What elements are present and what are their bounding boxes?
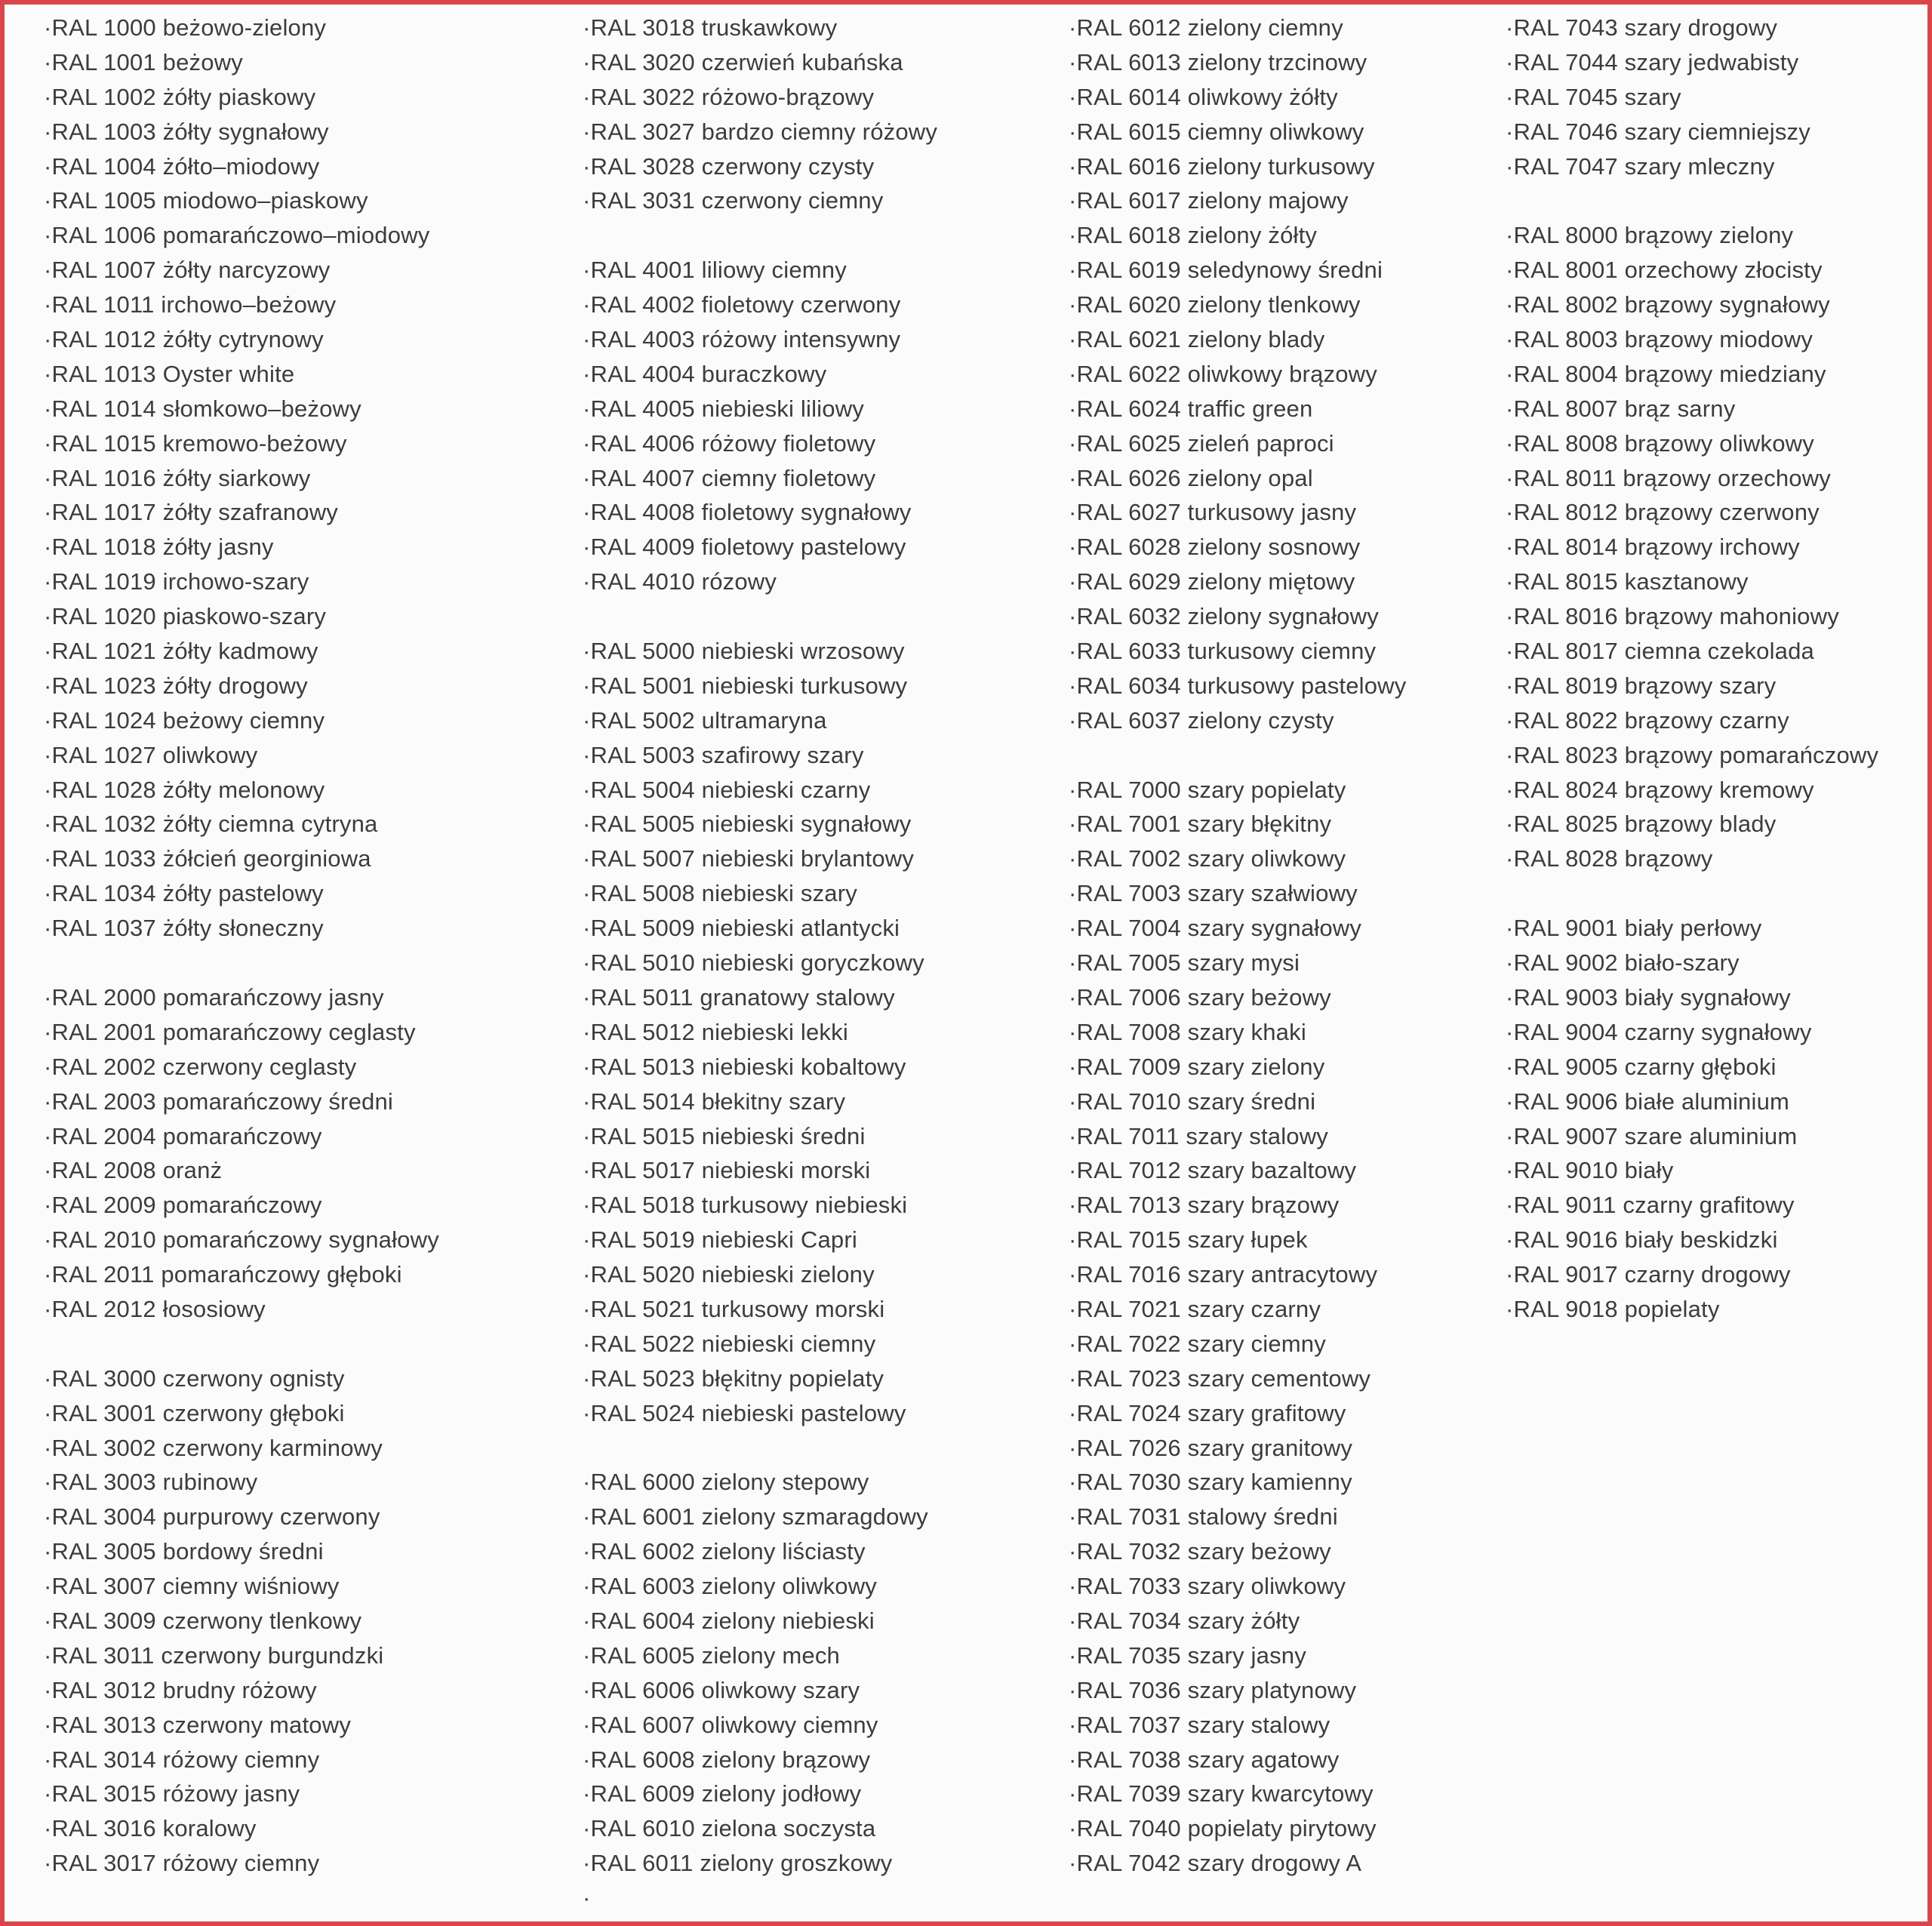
ral-color-item: ·RAL 6012 zielony ciemny bbox=[1069, 14, 1343, 41]
ral-color-item: ·RAL 8011 brązowy orzechowy bbox=[1506, 464, 1831, 491]
ral-color-item: ·RAL 4001 liliowy ciemny bbox=[583, 257, 847, 284]
ral-color-item: ·RAL 5013 niebieski kobaltowy bbox=[583, 1053, 906, 1080]
ral-color-item: ·RAL 2011 pomarańczowy głęboki bbox=[44, 1261, 402, 1288]
ral-color-item: ·RAL 7006 szary beżowy bbox=[1069, 983, 1331, 1011]
ral-color-item: ·RAL 7031 stalowy średni bbox=[1069, 1503, 1338, 1531]
ral-color-item: ·RAL 1014 słomkowo–beżowy bbox=[44, 395, 361, 422]
ral-color-item: ·RAL 5022 niebieski ciemny bbox=[583, 1330, 876, 1357]
ral-color-item: ·RAL 7047 szary mleczny bbox=[1506, 152, 1775, 180]
ral-color-item: ·RAL 1006 pomarańczowo–miodowy bbox=[44, 222, 430, 249]
ral-color-item: ·RAL 5004 niebieski czarny bbox=[583, 776, 871, 803]
ral-color-item: ·RAL 6026 zielony opal bbox=[1069, 464, 1313, 491]
ral-color-item: ·RAL 3002 czerwony karminowy bbox=[44, 1434, 383, 1461]
ral-color-item: ·RAL 9018 popielaty bbox=[1506, 1295, 1720, 1322]
ral-color-item: ·RAL 9006 białe aluminium bbox=[1506, 1088, 1790, 1115]
ral-color-item: ·RAL 3011 czerwony burgundzki bbox=[44, 1641, 384, 1669]
ral-color-item: ·RAL 5007 niebieski brylantowy bbox=[583, 845, 915, 872]
ral-color-item: ·RAL 7040 popielaty pirytowy bbox=[1069, 1815, 1377, 1842]
ral-color-item: ·RAL 8028 brązowy bbox=[1506, 845, 1713, 872]
ral-color-item: ·RAL 2009 pomarańczowy bbox=[44, 1192, 322, 1219]
ral-color-item: ·RAL 4002 fioletowy czerwony bbox=[583, 291, 901, 318]
ral-color-item: ·RAL 2004 pomarańczowy bbox=[44, 1122, 322, 1149]
ral-color-item: ·RAL 6009 zielony jodłowy bbox=[583, 1780, 862, 1808]
ral-color-item: ·RAL 4005 niebieski liliowy bbox=[583, 395, 864, 422]
ral-color-item: ·RAL 1033 żółcień georginiowa bbox=[44, 845, 371, 872]
ral-color-item: ·RAL 8008 brązowy oliwkowy bbox=[1506, 429, 1814, 457]
ral-color-item: ·RAL 6025 zieleń paproci bbox=[1069, 429, 1334, 457]
ral-color-item: ·RAL 6024 traffic green bbox=[1069, 395, 1313, 422]
ral-color-item: ·RAL 7005 szary mysi bbox=[1069, 949, 1300, 977]
ral-color-item: ·RAL 3001 czerwony głęboki bbox=[44, 1399, 345, 1426]
ral-color-item: ·RAL 7046 szary ciemniejszy bbox=[1506, 118, 1810, 145]
ral-color-item: ·RAL 8012 brązowy czerwony bbox=[1506, 499, 1820, 526]
ral-color-item: ·RAL 1002 żółty piaskowy bbox=[44, 83, 316, 110]
ral-color-item: ·RAL 7004 szary sygnałowy bbox=[1069, 915, 1362, 942]
ral-color-item: ·RAL 8001 orzechowy złocisty bbox=[1506, 257, 1823, 284]
ral-color-item: ·RAL 8002 brązowy sygnałowy bbox=[1506, 291, 1830, 318]
blank-line bbox=[1506, 876, 1878, 911]
ral-color-item: ·RAL 9001 biały perłowy bbox=[1506, 915, 1762, 942]
ral-color-item: ·RAL 3017 różowy ciemny bbox=[44, 1850, 320, 1877]
ral-color-item: ·RAL 6010 zielona soczysta bbox=[583, 1815, 876, 1842]
ral-color-item: ·RAL 6028 zielony sosnowy bbox=[1069, 534, 1361, 561]
ral-color-item: ·RAL 7009 szary zielony bbox=[1069, 1053, 1325, 1080]
blank-line bbox=[44, 946, 439, 980]
ral-color-item: ·RAL 7043 szary drogowy bbox=[1506, 14, 1778, 41]
ral-color-item: ·RAL 2008 oranż bbox=[44, 1157, 223, 1184]
ral-color-item: ·RAL 5021 turkusowy morski bbox=[583, 1295, 885, 1322]
ral-color-item: ·RAL 7030 szary kamienny bbox=[1069, 1469, 1352, 1496]
ral-color-item: ·RAL 6037 zielony czysty bbox=[1069, 706, 1334, 734]
ral-color-item: ·RAL 9016 biały beskidzki bbox=[1506, 1226, 1778, 1254]
ral-color-item: ·RAL 3027 bardzo ciemny różowy bbox=[583, 118, 938, 145]
ral-color-item: ·RAL 1003 żółty sygnałowy bbox=[44, 118, 329, 145]
ral-color-item: ·RAL 1007 żółty narcyzowy bbox=[44, 257, 331, 284]
ral-color-item: ·RAL 9003 biały sygnałowy bbox=[1506, 983, 1791, 1011]
ral-color-item: ·RAL 7034 szary żółty bbox=[1069, 1607, 1300, 1634]
ral-color-item: ·RAL 1037 żółty słoneczny bbox=[44, 915, 324, 942]
ral-color-item: ·RAL 8014 brązowy irchowy bbox=[1506, 534, 1800, 561]
ral-color-item: ·RAL 6004 zielony niebieski bbox=[583, 1607, 875, 1634]
ral-color-item: ·RAL 6002 zielony liściasty bbox=[583, 1538, 866, 1565]
ral-color-item: ·RAL 3020 czerwień kubańska bbox=[583, 48, 903, 75]
ral-color-item: ·RAL 7010 szary średni bbox=[1069, 1088, 1316, 1115]
blank-line bbox=[44, 1327, 439, 1361]
ral-color-item: ·RAL 7045 szary bbox=[1506, 83, 1681, 110]
ral-color-item: ·RAL 1018 żółty jasny bbox=[44, 534, 274, 561]
ral-color-item: ·RAL 6032 zielony sygnałowy bbox=[1069, 603, 1379, 630]
ral-color-item: ·RAL 4008 fioletowy sygnałowy bbox=[583, 499, 912, 526]
ral-color-item: ·RAL 6001 zielony szmaragdowy bbox=[583, 1503, 928, 1531]
ral-color-item: ·RAL 1001 beżowy bbox=[44, 48, 243, 75]
ral-color-item: ·RAL 3000 czerwony ognisty bbox=[44, 1365, 345, 1392]
ral-color-item: ·RAL 1004 żółto–miodowy bbox=[44, 152, 320, 180]
ral-color-item: ·RAL 5024 niebieski pastelowy bbox=[583, 1399, 906, 1426]
ral-color-column-1 bbox=[44, 11, 439, 1881]
ral-color-item: ·RAL 4004 buraczkowy bbox=[583, 360, 827, 387]
ral-color-item: ·RAL 8025 brązowy blady bbox=[1506, 811, 1777, 838]
ral-color-item: ·RAL 5003 szafirowy szary bbox=[583, 741, 864, 768]
ral-color-item: ·RAL 3009 czerwony tlenkowy bbox=[44, 1607, 362, 1634]
ral-color-item: ·RAL 1019 irchowo-szary bbox=[44, 568, 309, 595]
ral-color-item: ·RAL 5008 niebieski szary bbox=[583, 880, 857, 907]
ral-color-item: ·RAL 7033 szary oliwkowy bbox=[1069, 1573, 1346, 1600]
ral-color-item: ·RAL 2003 pomarańczowy średni bbox=[44, 1088, 393, 1115]
ral-color-column-4 bbox=[1506, 11, 1878, 1327]
ral-color-item: ·RAL 6000 zielony stepowy bbox=[583, 1469, 869, 1496]
ral-color-item: ·RAL 1016 żółty siarkowy bbox=[44, 464, 311, 491]
ral-color-item: ·RAL 6021 zielony blady bbox=[1069, 326, 1325, 353]
ral-color-item: ·RAL 6003 zielony oliwkowy bbox=[583, 1573, 878, 1600]
ral-color-item: ·RAL 5017 niebieski morski bbox=[583, 1157, 871, 1184]
ral-color-item: ·RAL 3014 różowy ciemny bbox=[44, 1746, 320, 1773]
ral-color-item: ·RAL 6014 oliwkowy żółty bbox=[1069, 83, 1338, 110]
ral-color-item: ·RAL 3028 czerwony czysty bbox=[583, 152, 875, 180]
ral-color-item: ·RAL 7022 szary ciemny bbox=[1069, 1330, 1326, 1357]
ral-color-item: ·RAL 3003 rubinowy bbox=[44, 1469, 258, 1496]
ral-color-item: ·RAL 4007 ciemny fioletowy bbox=[583, 464, 876, 491]
ral-color-column-2 bbox=[583, 11, 937, 1915]
ral-color-item: ·RAL 2010 pomarańczowy sygnałowy bbox=[44, 1226, 439, 1254]
ral-color-item: ·RAL 2012 łososiowy bbox=[44, 1295, 266, 1322]
ral-color-item: ·RAL 5000 niebieski wrzosowy bbox=[583, 638, 905, 665]
ral-color-item: ·RAL 3007 ciemny wiśniowy bbox=[44, 1573, 340, 1600]
ral-color-item: ·RAL 1017 żółty szafranowy bbox=[44, 499, 339, 526]
ral-color-item: ·RAL 9011 czarny grafitowy bbox=[1506, 1192, 1795, 1219]
ral-color-item: ·RAL 7002 szary oliwkowy bbox=[1069, 845, 1346, 872]
ral-color-item: ·RAL 7044 szary jedwabisty bbox=[1506, 48, 1799, 75]
ral-color-item: ·RAL 5018 turkusowy niebieski bbox=[583, 1192, 908, 1219]
ral-color-item: ·RAL 9004 czarny sygnałowy bbox=[1506, 1018, 1812, 1045]
ral-color-item: ·RAL 7037 szary stalowy bbox=[1069, 1711, 1331, 1738]
ral-color-item: ·RAL 1015 kremowo-beżowy bbox=[44, 429, 347, 457]
ral-color-item: ·RAL 1000 beżowo-zielony bbox=[44, 14, 327, 41]
ral-color-item: ·RAL 6027 turkusowy jasny bbox=[1069, 499, 1357, 526]
ral-color-item: ·RAL 6015 ciemny oliwkowy bbox=[1069, 118, 1364, 145]
ral-color-item: ·RAL 4010 rózowy bbox=[583, 568, 777, 595]
blank-line bbox=[1506, 183, 1878, 218]
ral-color-item: ·RAL 8007 brąz sarny bbox=[1506, 395, 1736, 422]
ral-color-item: ·RAL 7021 szary czarny bbox=[1069, 1295, 1321, 1322]
ral-color-item: ·RAL 5005 niebieski sygnałowy bbox=[583, 811, 912, 838]
ral-color-item: ·RAL 7001 szary błękitny bbox=[1069, 811, 1332, 838]
ral-color-item: ·RAL 7036 szary platynowy bbox=[1069, 1676, 1357, 1703]
ral-color-item: ·RAL 9017 czarny drogowy bbox=[1506, 1261, 1791, 1288]
blank-line bbox=[1069, 738, 1406, 773]
ral-color-item: ·RAL 3004 purpurowy czerwony bbox=[44, 1503, 380, 1531]
ral-color-item: ·RAL 5009 niebieski atlantycki bbox=[583, 915, 900, 942]
ral-color-item: ·RAL 7038 szary agatowy bbox=[1069, 1746, 1340, 1773]
ral-color-item: ·RAL 5012 niebieski lekki bbox=[583, 1018, 848, 1045]
ral-color-item: ·RAL 8004 brązowy miedziany bbox=[1506, 360, 1826, 387]
blank-line bbox=[583, 599, 937, 634]
ral-color-item: ·RAL 3016 koralowy bbox=[44, 1815, 257, 1842]
ral-color-item: ·RAL 5020 niebieski zielony bbox=[583, 1261, 875, 1288]
ral-color-item: ·RAL 7013 szary brązowy bbox=[1069, 1192, 1340, 1219]
ral-color-item: ·RAL 7039 szary kwarcytowy bbox=[1069, 1780, 1374, 1808]
ral-color-item: ·RAL 5023 błękitny popielaty bbox=[583, 1365, 884, 1392]
ral-color-item: ·RAL 5010 niebieski goryczkowy bbox=[583, 949, 924, 977]
ral-color-item: ·RAL 4009 fioletowy pastelowy bbox=[583, 534, 906, 561]
ral-color-item: ·RAL 6011 zielony groszkowy bbox=[583, 1850, 893, 1877]
ral-color-item: ·RAL 8022 brązowy czarny bbox=[1506, 706, 1789, 734]
ral-color-item: ·RAL 6029 zielony miętowy bbox=[1069, 568, 1355, 595]
ral-color-item: ·RAL 6022 oliwkowy brązowy bbox=[1069, 360, 1377, 387]
ral-color-item: ·RAL 6020 zielony tlenkowy bbox=[1069, 291, 1361, 318]
ral-color-item: ·RAL 6034 turkusowy pastelowy bbox=[1069, 672, 1407, 699]
ral-color-item: ·RAL 1034 żółty pastelowy bbox=[44, 880, 324, 907]
ral-color-item: ·RAL 9005 czarny głęboki bbox=[1506, 1053, 1777, 1080]
ral-color-item: ·RAL 1005 miodowo–piaskowy bbox=[44, 187, 368, 214]
ral-color-item: ·RAL 2001 pomarańczowy ceglasty bbox=[44, 1018, 416, 1045]
ral-color-item: ·RAL 6018 zielony żółty bbox=[1069, 222, 1318, 249]
ral-color-item: ·RAL 8000 brązowy zielony bbox=[1506, 222, 1794, 249]
ral-color-item: ·RAL 1028 żółty melonowy bbox=[44, 776, 325, 803]
ral-color-item: ·RAL 5015 niebieski średni bbox=[583, 1122, 866, 1149]
ral-color-item: ·RAL 7032 szary beżowy bbox=[1069, 1538, 1331, 1565]
ral-color-item: ·RAL 1020 piaskowo-szary bbox=[44, 603, 327, 630]
ral-color-item: ·RAL 8024 brązowy kremowy bbox=[1506, 776, 1814, 803]
ral-color-item: ·RAL 3005 bordowy średni bbox=[44, 1538, 324, 1565]
ral-color-item: ·RAL 6008 zielony brązowy bbox=[583, 1746, 871, 1773]
ral-color-item: ·RAL 6013 zielony trzcinowy bbox=[1069, 48, 1367, 75]
ral-color-item: ·RAL 7000 szary popielaty bbox=[1069, 776, 1346, 803]
ral-color-item: ·RAL 8023 brązowy pomarańczowy bbox=[1506, 741, 1879, 768]
blank-line bbox=[583, 218, 937, 253]
ral-color-item: ·RAL 6005 zielony mech bbox=[583, 1641, 840, 1669]
ral-color-item: ·RAL 8019 brązowy szary bbox=[1506, 672, 1777, 699]
ral-color-item: ·RAL 2000 pomarańczowy jasny bbox=[44, 983, 384, 1011]
ral-color-item: ·RAL 5019 niebieski Capri bbox=[583, 1226, 857, 1254]
blank-line bbox=[583, 1431, 937, 1466]
ral-color-item: ·RAL 7012 szary bazaltowy bbox=[1069, 1157, 1357, 1184]
ral-color-item: ·RAL 7042 szary drogowy A bbox=[1069, 1850, 1362, 1877]
ral-color-item: ·RAL 3031 czerwony ciemny bbox=[583, 187, 884, 214]
ral-color-item: ·RAL 7026 szary granitowy bbox=[1069, 1434, 1353, 1461]
ral-color-item: ·RAL 1021 żółty kadmowy bbox=[44, 638, 318, 665]
ral-color-item: ·RAL 6033 turkusowy ciemny bbox=[1069, 638, 1377, 665]
ral-color-item: ·RAL 5001 niebieski turkusowy bbox=[583, 672, 908, 699]
ral-color-item: ·RAL 1027 oliwkowy bbox=[44, 741, 258, 768]
ral-color-item: ·RAL 7003 szary szałwiowy bbox=[1069, 880, 1358, 907]
ral-color-item: ·RAL 6007 oliwkowy ciemny bbox=[583, 1711, 878, 1738]
ral-color-item: ·RAL 3018 truskawkowy bbox=[583, 14, 838, 41]
ral-color-item: ·RAL 6017 zielony majowy bbox=[1069, 187, 1349, 214]
ral-color-item: ·RAL 9002 biało-szary bbox=[1506, 949, 1740, 977]
ral-color-item: ·RAL 8015 kasztanowy bbox=[1506, 568, 1749, 595]
bullet-only-line: · bbox=[583, 1884, 591, 1912]
ral-color-item: ·RAL 9010 biały bbox=[1506, 1157, 1674, 1184]
ral-color-item: ·RAL 2002 czerwony ceglasty bbox=[44, 1053, 357, 1080]
ral-color-item: ·RAL 5011 granatowy stalowy bbox=[583, 983, 895, 1011]
ral-color-item: ·RAL 7023 szary cementowy bbox=[1069, 1365, 1371, 1392]
ral-color-item: ·RAL 9007 szare aluminium bbox=[1506, 1122, 1798, 1149]
ral-color-item: ·RAL 4003 różowy intensywny bbox=[583, 326, 901, 353]
ral-color-item: ·RAL 7008 szary khaki bbox=[1069, 1018, 1306, 1045]
ral-color-item: ·RAL 1024 beżowy ciemny bbox=[44, 706, 325, 734]
ral-color-item: ·RAL 7015 szary łupek bbox=[1069, 1226, 1308, 1254]
ral-color-item: ·RAL 3022 różowo-brązowy bbox=[583, 83, 875, 110]
ral-color-item: ·RAL 5014 błekitny szary bbox=[583, 1088, 846, 1115]
ral-color-item: ·RAL 1032 żółty ciemna cytryna bbox=[44, 811, 378, 838]
ral-color-item: ·RAL 1023 żółty drogowy bbox=[44, 672, 308, 699]
ral-color-item: ·RAL 7016 szary antracytowy bbox=[1069, 1261, 1378, 1288]
ral-color-item: ·RAL 1013 Oyster white bbox=[44, 360, 295, 387]
ral-color-item: ·RAL 3013 czerwony matowy bbox=[44, 1711, 352, 1738]
ral-color-item: ·RAL 8003 brązowy miodowy bbox=[1506, 326, 1814, 353]
ral-color-item: ·RAL 5002 ultramaryna bbox=[583, 706, 827, 734]
ral-color-item: ·RAL 3015 różowy jasny bbox=[44, 1780, 300, 1808]
ral-color-item: ·RAL 1011 irchowo–beżowy bbox=[44, 291, 337, 318]
ral-color-item: ·RAL 6019 seledynowy średni bbox=[1069, 257, 1383, 284]
ral-color-item: ·RAL 8016 brązowy mahoniowy bbox=[1506, 603, 1839, 630]
ral-color-item: ·RAL 1012 żółty cytrynowy bbox=[44, 326, 324, 353]
ral-color-item: ·RAL 7024 szary grafitowy bbox=[1069, 1399, 1346, 1426]
ral-color-item: ·RAL 6006 oliwkowy szary bbox=[583, 1676, 860, 1703]
ral-color-item: ·RAL 6016 zielony turkusowy bbox=[1069, 152, 1375, 180]
ral-color-column-3 bbox=[1069, 11, 1406, 1881]
ral-color-item: ·RAL 8017 ciemna czekolada bbox=[1506, 638, 1815, 665]
ral-color-item: ·RAL 4006 różowy fioletowy bbox=[583, 429, 876, 457]
ral-color-item: ·RAL 3012 brudny różowy bbox=[44, 1676, 317, 1703]
ral-color-item: ·RAL 7011 szary stalowy bbox=[1069, 1122, 1329, 1149]
ral-color-item: ·RAL 7035 szary jasny bbox=[1069, 1641, 1306, 1669]
